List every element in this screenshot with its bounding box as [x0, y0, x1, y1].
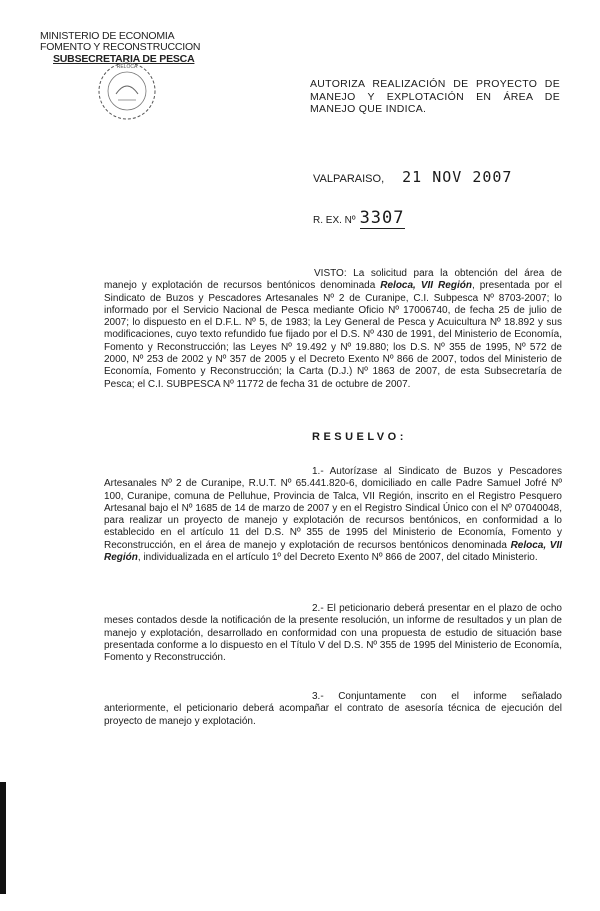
visto-lead: VISTO: [314, 268, 347, 279]
article-3 [104, 691, 562, 728]
scan-margin-bar [0, 782, 6, 894]
article-1-text: 1.- Autorízase al Sindicato de Buzos y Pescadores Artesanales Nº 2 de Curanipe, R.U.T. Nº 65.441.820-6, domiciliado en calle Padre Samuel Jofré Nº 100, Curanipe, comuna de Pelluhue, Provincia de Talca, VII Región, inscrito en el Registro Pesquero Artesanal bajo el Nº 1685 de 14 de marzo de 2007 y en el Registro Sindical Único con el Nº 07040048, para realizar un proyecto de manejo y explotación de recursos bentónicos, en conformidad a lo establecido en el artículo 11 del D.S. Nº 355 de 1995 del Ministerio de Economía, Fomento y Reconstrucción, en el área de manejo y explotación de recursos bentónicos denominada [104, 466, 562, 551]
ministry-name: MINISTERIO DE ECONOMIA [40, 30, 175, 42]
date-value: 21 NOV 2007 [402, 168, 513, 186]
ministry-division: FOMENTO Y RECONSTRUCCION [40, 41, 201, 53]
article-1-tail: , individualizada en el artículo 1º del Decreto Exento Nº 866 de 2007, del citado Ministerio. [137, 552, 538, 564]
resolution-row [313, 208, 405, 228]
resolution-number: 3307 [359, 208, 405, 228]
article-1 [104, 466, 562, 564]
resolution-label: R. EX. Nº [313, 215, 356, 226]
svg-text:RELOCA: RELOCA [116, 64, 138, 70]
visto-text-1: La solicitud para la obtención del área de manejo y explotación de recursos bentónicos denominada [104, 268, 562, 292]
resuelvo-heading: RESUELVO: [312, 431, 407, 443]
visto-paragraph [104, 268, 562, 391]
visto-area-name: Reloca, VII Región [380, 280, 472, 292]
article-2 [104, 603, 562, 664]
date-row [313, 168, 512, 186]
subsecretaria-name: SUBSECRETARIA DE PESCA [53, 53, 195, 65]
article-1-area-name: Reloca, VII Región [104, 539, 563, 564]
article-3-text: 3.- Conjuntamente con el informe señalado anteriormente, el peticionario deberá acompañar el contrato de asesoría técnica de ejecución del proyecto de manejo y explotación. [104, 691, 562, 727]
document-title: AUTORIZA REALIZACIÓN DE PROYECTO DE MANEJO Y EXPLOTACIÓN EN ÁREA DE MANEJO QUE INDICA. [310, 78, 560, 115]
date-label: VALPARAISO, [313, 173, 385, 185]
visto-text-2: , presentada por el Sindicato de Buzos y Pescadores Artesanales Nº 2 de Curanipe, C.I. Subpesca Nº 8703-2007; lo informado por el Servicio Nacional de Pesca mediante Oficio Nº 17006740, de fecha 25 de julio de 2007; lo dispuesto en el D.F.L. Nº 5, de 1983; la Ley General de Pesca y Acuicultura Nº 18.892 y sus modificaciones, cuyo texto refundido fue fijado por el D.S. Nº 430 de 1991, del Ministerio de Economía, Fomento y Reconstrucción; las Leyes Nº 19.492 y Nº 19.880; los D.S. Nº 355 de 1995, Nº 572 de 2000, Nº 253 de 2002 y Nº 357 de 2005 y el Decreto Exento Nº 866 de 2007, todos del Ministerio de Economía, Fomento y Reconstrucción; la Carta (D.J.) Nº 1863 de 2007, de esta Subsecretaría de Pesca; el C.I. SUBPESCA Nº 11772 de fecha 31 de octubre de 2007. [104, 280, 563, 390]
article-2-text: 2.- El peticionario deberá presentar en el plazo de ocho meses contados desde la notificación de la presente resolución, un informe de resultados y un plan de manejo y explotación, desarrollado en conformidad con una propuesta de estudio de situación base presentada conforme a lo dispuesto en el Título V del D.S. Nº 355 de 1995 del Ministerio de Economía, Fomento y Reconstrucción. [104, 603, 562, 664]
official-seal-icon [96, 60, 158, 122]
